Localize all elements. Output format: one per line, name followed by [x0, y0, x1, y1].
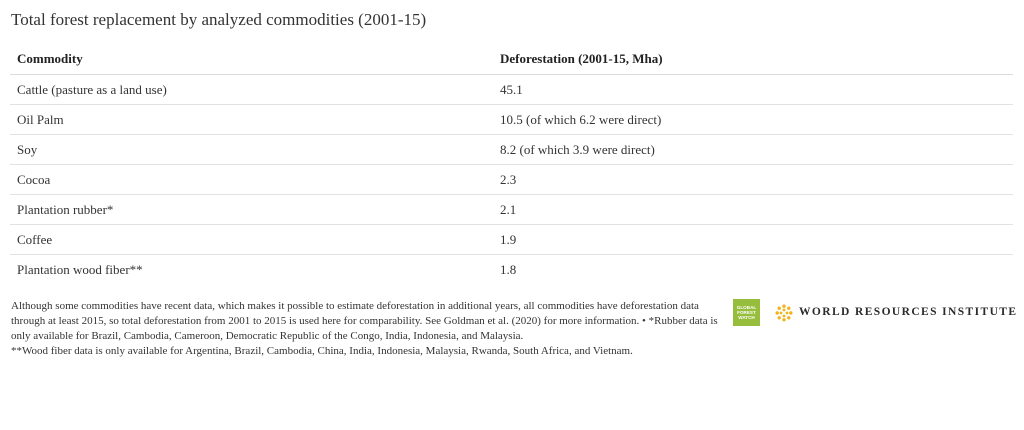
deforestation-cell: 1.8 — [500, 261, 517, 277]
footnotes — [11, 299, 723, 359]
commodity-cell: Cattle (pasture as a land use) — [10, 75, 493, 105]
commodity-cell: Plantation rubber* — [10, 195, 493, 225]
table-row — [10, 135, 1013, 165]
footnote-comparability: Although some commodities have recent data, which makes it possible to estimate deforestation in additional years, all commodities have deforestation data through at least 2015, so total deforestation from 2001 to 2015 is used here for comparability. See Goldman et al. (2020) for more information. • *Rubber data is only available for Brazil, Cambodia, Cameroon, Democratic Republic of the Congo, India, Indonesia, and Malaysia. — [11, 300, 718, 342]
page-title: Total forest replacement by analyzed commodities (2001-15) — [11, 10, 427, 29]
table-row — [10, 75, 1013, 105]
deforestation-cell: 8.2 (of which 3.9 were direct) — [493, 135, 1013, 165]
footnote-wood-fiber: **Wood fiber data is only available for Argentina, Brazil, Cambodia, China, India, Indonesia, Malaysia, Rwanda, South Africa, and Vietnam. — [11, 345, 633, 357]
table-header-row — [10, 44, 1013, 75]
table-row — [10, 225, 1013, 255]
deforestation-cell: 2.3 — [493, 165, 1013, 195]
gfw-logo-line: FOREST — [737, 309, 756, 315]
table-row — [10, 105, 1013, 135]
deforestation-cell: 1.9 — [493, 225, 1013, 255]
commodity-cell: Coffee — [10, 225, 493, 255]
column-header-commodity: Commodity — [10, 44, 493, 75]
deforestation-cell: 10.5 (of which 6.2 were direct) — [493, 105, 1013, 135]
commodity-cell: Cocoa — [10, 165, 493, 195]
column-header-deforestation: Deforestation (2001-15, Mha) — [493, 44, 1013, 75]
wri-emblem-icon — [775, 304, 793, 322]
commodity-cell: Plantation wood fiber** — [17, 261, 143, 277]
table-row — [10, 165, 1013, 195]
table-row — [10, 255, 1013, 285]
wri-logo-text[interactable]: WORLD RESOURCES INSTITUTE — [799, 306, 1018, 318]
commodity-cell: Oil Palm — [10, 105, 493, 135]
global-forest-watch-logo[interactable] — [733, 299, 760, 326]
gfw-logo-line: GLOBAL — [736, 304, 757, 310]
gfw-logo-line: WATCH — [738, 315, 755, 321]
deforestation-cell: 45.1 — [493, 75, 1013, 105]
commodity-table — [10, 44, 1013, 284]
table-row — [10, 195, 1013, 225]
commodity-cell: Soy — [10, 135, 493, 165]
deforestation-cell: 2.1 — [493, 195, 1013, 225]
